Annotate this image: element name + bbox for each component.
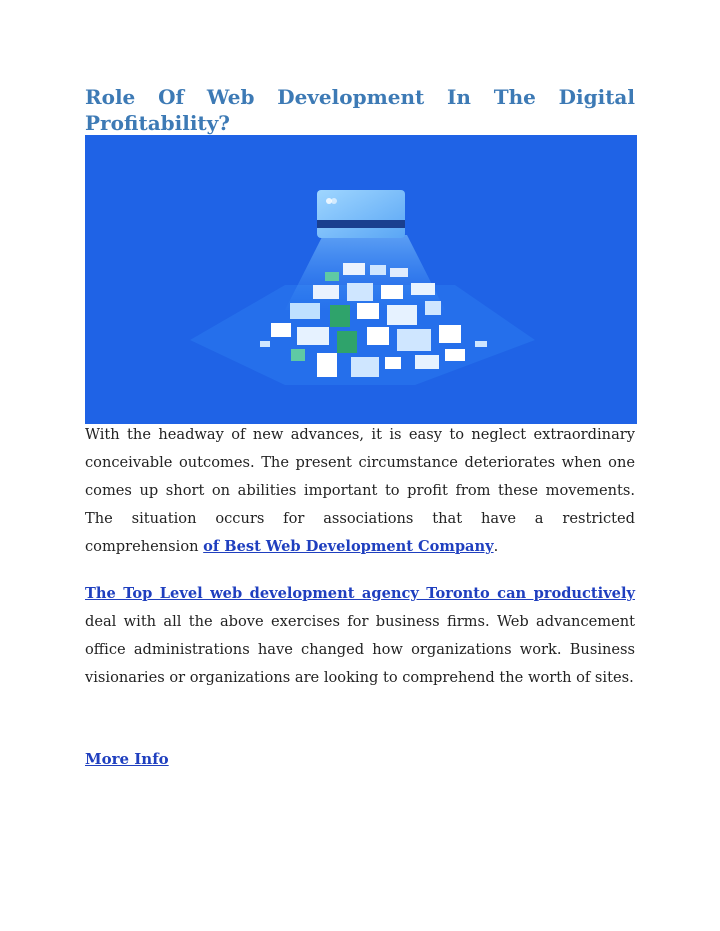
web-development-illustration (85, 135, 637, 424)
paragraph-tail: . (493, 538, 499, 555)
credit-card-icon (317, 190, 405, 238)
paragraph-text: With the headway of new advances, it is easy to neglect extraordinary conceivable outcomes. The present circumstance deteriorates when one comes up short on abilities important to profit from these movements. The situation occurs for associations that have a restricted comprehension (85, 426, 635, 555)
hero-image (85, 135, 637, 424)
page-title: Role Of Web Development In The Digital Profitability? (85, 85, 635, 135)
paragraph-text: deal with all the above exercises for business firms. Web advancement office administrations have changed how organizations work. Business visionaries or organizations are looking to comprehend the worth of sites. (85, 613, 635, 686)
more-info-link[interactable]: More Info (85, 750, 169, 768)
toronto-agency-link[interactable]: The Top Level web development agency Toronto can productively (85, 585, 635, 602)
agency-paragraph (85, 580, 635, 692)
best-web-development-company-link[interactable]: of Best Web Development Company (203, 538, 494, 555)
intro-paragraph (85, 421, 635, 561)
